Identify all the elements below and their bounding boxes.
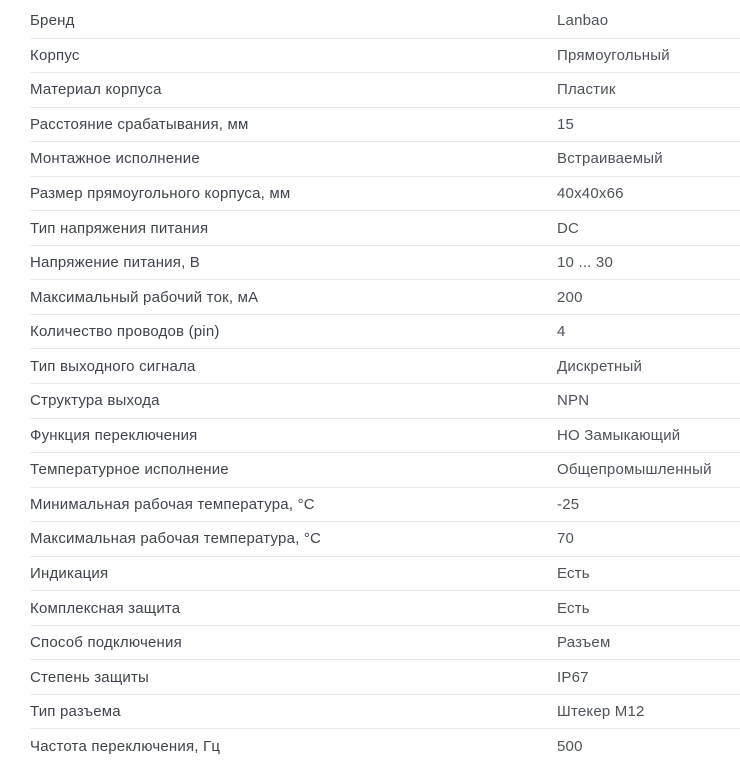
- spec-label: Размер прямоугольного корпуса, мм: [30, 185, 291, 202]
- spec-label: Бренд: [30, 12, 75, 30]
- table-row: [30, 4, 740, 39]
- spec-label: Структура выхода: [30, 392, 160, 410]
- spec-value: IP67: [557, 668, 589, 686]
- spec-label: Тип разъема: [30, 703, 121, 721]
- spec-label: Функция переключения: [30, 426, 198, 444]
- table-row: [30, 729, 740, 764]
- spec-value: 70: [557, 530, 575, 548]
- spec-label: Минимальная рабочая температура, °С: [30, 495, 315, 513]
- spec-label: Напряжение питания, В: [30, 254, 201, 272]
- table-row: [30, 211, 740, 246]
- spec-label: Тип выходного сигнала: [30, 357, 196, 375]
- table-row: [30, 108, 740, 143]
- spec-label: Материал корпуса: [30, 81, 162, 99]
- product-specs-table: [30, 0, 740, 764]
- table-row: [30, 522, 740, 557]
- spec-value: НО Замыкающий: [557, 426, 681, 444]
- table-row: [30, 177, 740, 212]
- table-row: [30, 695, 740, 730]
- spec-label: Максимальная рабочая температура, °С: [30, 530, 322, 548]
- spec-value: 4: [557, 323, 566, 341]
- spec-label: Индикация: [30, 565, 109, 583]
- spec-label: Степень защиты: [30, 668, 149, 686]
- table-row: [30, 73, 740, 108]
- spec-label: Корпус: [30, 46, 80, 64]
- table-row: [30, 488, 740, 523]
- table-row: [30, 626, 740, 661]
- spec-value: Штекер M12: [557, 703, 645, 721]
- table-row: [30, 591, 740, 626]
- spec-value: NPN: [557, 392, 590, 410]
- table-row: [30, 142, 740, 177]
- table-row: [30, 557, 740, 592]
- spec-label: Количество проводов (pin): [30, 323, 220, 341]
- spec-value: 500: [557, 738, 583, 756]
- spec-value: -25: [557, 495, 580, 513]
- table-row: [30, 660, 740, 695]
- spec-value: DC: [557, 219, 580, 237]
- spec-label: Максимальный рабочий ток, мА: [30, 288, 259, 306]
- spec-label: Способ подключения: [30, 634, 182, 652]
- spec-value: 10 ... 30: [557, 254, 614, 272]
- spec-value: Общепромышленный: [557, 461, 712, 479]
- table-row: [30, 39, 740, 74]
- spec-label: Частота переключения, Гц: [30, 738, 221, 756]
- spec-value: 40x40x66: [557, 185, 624, 202]
- spec-value: Прямоугольный: [557, 46, 670, 64]
- spec-label: Тип напряжения питания: [30, 219, 209, 237]
- spec-value: Встраиваемый: [557, 150, 663, 168]
- spec-label: Комплексная защита: [30, 599, 181, 617]
- spec-label: Монтажное исполнение: [30, 150, 200, 168]
- spec-value: 200: [557, 288, 583, 306]
- table-row: [30, 453, 740, 488]
- table-row: [30, 349, 740, 384]
- spec-value: Дискретный: [557, 357, 643, 375]
- table-row: [30, 280, 740, 315]
- spec-value: 15: [557, 115, 575, 133]
- table-row: [30, 246, 740, 281]
- table-row: [30, 315, 740, 350]
- spec-label: Расстояние срабатывания, мм: [30, 115, 249, 133]
- table-row: [30, 384, 740, 419]
- spec-value: Пластик: [557, 81, 616, 99]
- table-row: [30, 419, 740, 454]
- spec-value: Есть: [557, 565, 590, 583]
- spec-value: Есть: [557, 599, 590, 617]
- spec-value: Lanbao: [557, 12, 609, 30]
- spec-value: Разъем: [557, 634, 611, 652]
- spec-label: Температурное исполнение: [30, 461, 229, 479]
